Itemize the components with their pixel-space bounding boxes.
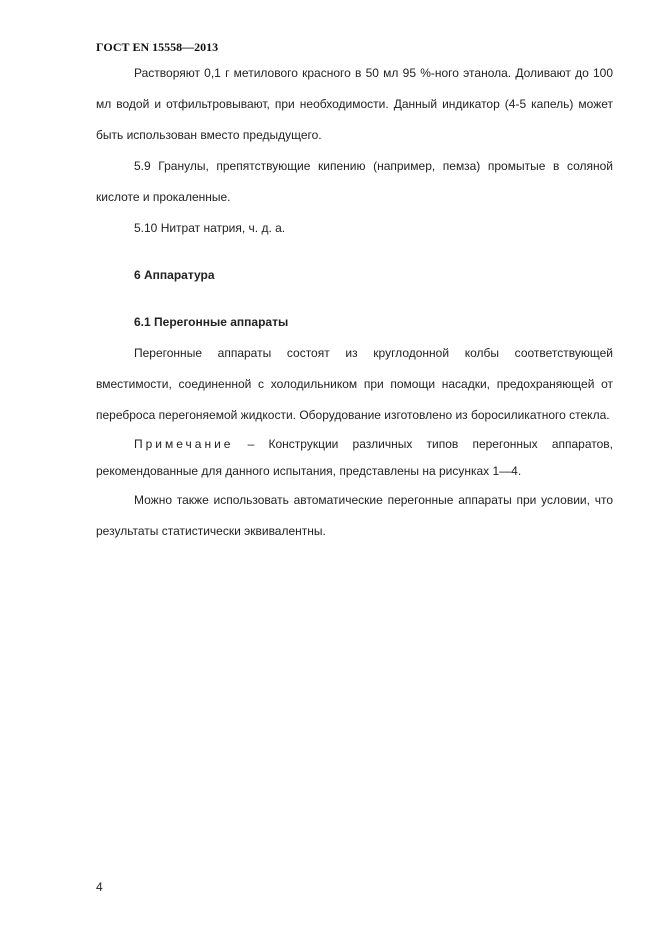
spacer	[96, 291, 613, 307]
section-heading-6-1: 6.1 Перегонные аппараты	[134, 315, 289, 329]
paragraph-5-10: 5.10 Нитрат натрия, ч. д. а.	[134, 221, 286, 235]
page-number: 4	[96, 880, 103, 894]
note	[96, 431, 613, 485]
spacer	[96, 244, 613, 260]
section-heading-6: 6 Аппаратура	[134, 268, 215, 282]
paragraph-5-9: 5.9 Гранулы, препятствующие кипению (например, пемза) промытые в соляной кислоте и прокаленные.	[96, 159, 613, 204]
paragraph-apparatus: Перегонные аппараты состоят из круглодонной колбы соответствующей вместимости, соединенной с холодильником при помощи насадки, предохраняющей от переброса перегоняемой жидкости. Оборудование изготовлено из боросиликатного стекла.	[96, 346, 613, 422]
note-text: – Конструкции различных типов перегонных аппаратов, рекомендованные для данного испытания, представлены на рисунках 1—4.	[96, 437, 613, 478]
note-label: Примечание	[134, 437, 234, 451]
paragraph-automatic: Можно также использовать автоматические перегонные аппараты при условии, что результаты статистически эквивалентны.	[96, 493, 613, 538]
document-body	[96, 58, 613, 547]
document-header: ГОСТ EN 15558—2013	[96, 40, 219, 54]
paragraph-methyl-red: Растворяют 0,1 г метилового красного в 50 мл 95 %-ного этанола. Доливают до 100 мл водой и отфильтровывают, при необходимости. Данный индикатор (4-5 капель) может быть использован вместо предыдущего.	[96, 66, 613, 142]
